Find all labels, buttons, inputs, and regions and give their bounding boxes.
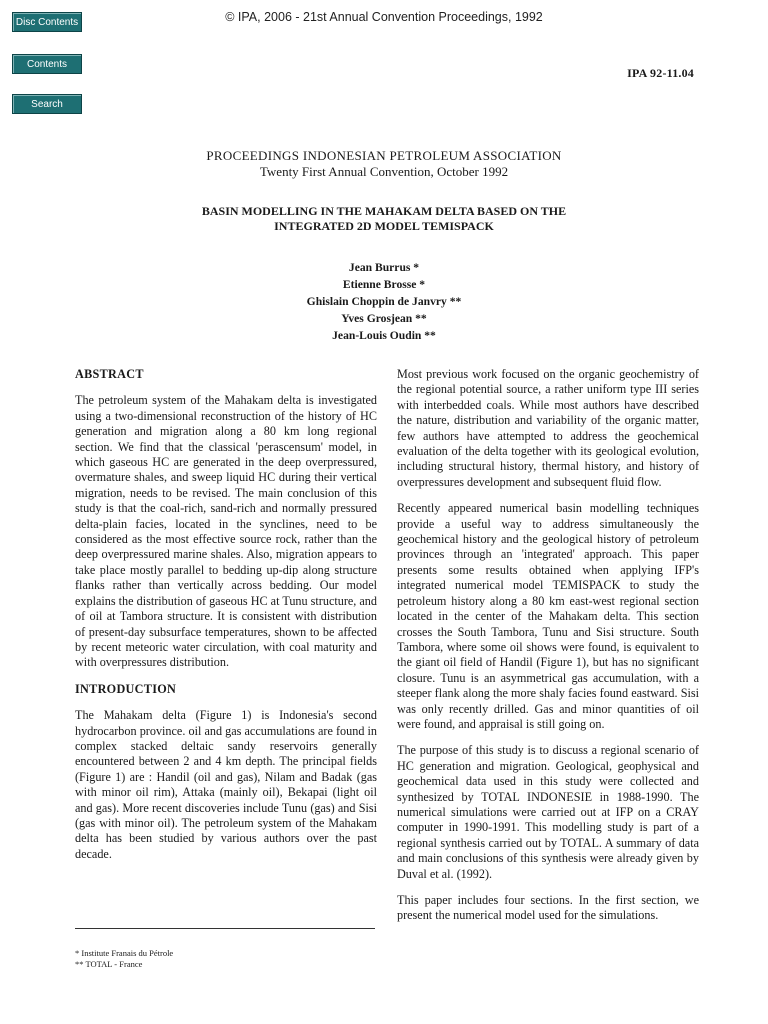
author: Yves Grosjean ** [341, 312, 427, 325]
author-list [0, 259, 768, 344]
footnotes [75, 948, 173, 970]
footnote-divider [75, 928, 375, 929]
paper-title-line-1: BASIN MODELLING IN THE MAHAKAM DELTA BASED ON THE [201, 204, 567, 218]
proceedings-title: PROCEEDINGS INDONESIAN PETROLEUM ASSOCIATION [206, 148, 562, 163]
footnote-total: ** TOTAL - France [75, 959, 143, 969]
paragraph: This paper includes four sections. In the first section, we present the numerical model used for the simulations. [397, 893, 699, 923]
paragraph: Recently appeared numerical basin modelling techniques provide a useful way to address simultaneously the geochemical history and the geological history of petroleum provinces through an 'integrated' approach. This paper presents some results obtained when applying IFP's integrated numerical model TEMISPACK to study the petroleum history along a 80 km east-west regional section located in the center of the Mahakam delta. This section crosses the South Tambora, Tunu and Sisi structure. South Tambora, where some oil shows were found, is equivalent to the giant oil field of Handil (Figure 1), but has no significant closure. Tunu is an asymmetrical gas accumulation, with a steeper flank along the more shaly facies found eastward. Sisi was only recently drilled. Gas and minor quantities of oil were found, and appraisal is still going on. [397, 501, 699, 731]
abstract-heading: ABSTRACT [75, 367, 144, 381]
introduction-text: The Mahakam delta (Figure 1) is Indonesia's second hydrocarbon province. oil and gas accumulations are found in complex stacked deltaic sandy reservoirs generally encountered between 2 and 4 km depth. The principal fields (Figure 1) are : Handil (oil and gas), Nilam and Badak (gas with minor oil rim), Attaka (mainly oil), Bekapai (light oil and gas). More recent discoveries include Tunu (gas) and Sisi (gas with minor oil). The petroleum system of the Mahakam delta has been studied by various authors over the past decade. [75, 708, 377, 861]
author: Ghislain Choppin de Janvry ** [306, 295, 462, 308]
author: Jean-Louis Oudin ** [332, 329, 436, 342]
paper-title-line-2: INTEGRATED 2D MODEL TEMISPACK [274, 219, 494, 233]
paper-number: IPA 92-11.04 [627, 66, 694, 80]
introduction-heading: INTRODUCTION [75, 681, 177, 696]
author: Jean Burrus * [348, 261, 420, 274]
footnote-ifp: * Institute Franais du Pétrole [75, 948, 174, 958]
copyright-header: © IPA, 2006 - 21st Annual Convention Proceedings, 1992 [225, 10, 543, 24]
left-column [75, 367, 377, 873]
paragraph: The purpose of this study is to discuss a regional scenario of HC generation and migration. Geological, geophysical and geochemical data used in this study were collected and synthesized by TOTAL INDONESIE in 1988-1990. The numerical simulations were carried out at IFP on a CRAY computer in 1990-1991. This modelling study is part of a regional synthesis carried out by TOTAL. A summary of data and main conclusions of this synthesis were already given by Duval et al. (1992). [397, 743, 699, 881]
right-column [397, 367, 699, 935]
paragraph: Most previous work focused on the organic geochemistry of the regional potential source, a rather uniform type III series with interbedded coals. While most authors have described the nature, distribution and variability of the organic matter, few authors have attempted to address the geochemical evaluation of the delta together with its geological evolution, including structural history, thermal history, and history of overpressures development and subsequent fluid flow. [397, 367, 699, 489]
contents-button[interactable]: Contents [12, 54, 82, 74]
abstract-text: The petroleum system of the Mahakam delta is investigated using a two-dimensional reconstruction of the history of HC generation and migration along a 80 km long regional section. We find that the classical 'perascensum' model, in which gaseous HC are generated in the deep overpressured, overmature shales, and sweep liquid HC during their vertical migration, needs to be revised. The main conclusion of this study is that the coal-rich, sand-rich and normally pressured delta-plain facies, located in the synclines, need to be considered as the most effective source rock, rather than the deep overpressured marine shales. Also, migration appears to take place mostly parallel to bedding up-dip along structure flanks rather than vertically across bedding. Our model explains the distribution of gaseous HC at Tunu structure, and of oil at Tambora structure. It is consistent with distribution of present-day subsurface temperatures, shown to be affected by recent meteoric water circulation, with coal maturity and with overpressures distribution. [75, 393, 377, 670]
convention-subtitle: Twenty First Annual Convention, October 1992 [259, 164, 509, 179]
disc-contents-button[interactable]: Disc Contents [12, 12, 82, 32]
search-button[interactable]: Search [12, 94, 82, 114]
author: Etienne Brosse * [342, 278, 426, 291]
